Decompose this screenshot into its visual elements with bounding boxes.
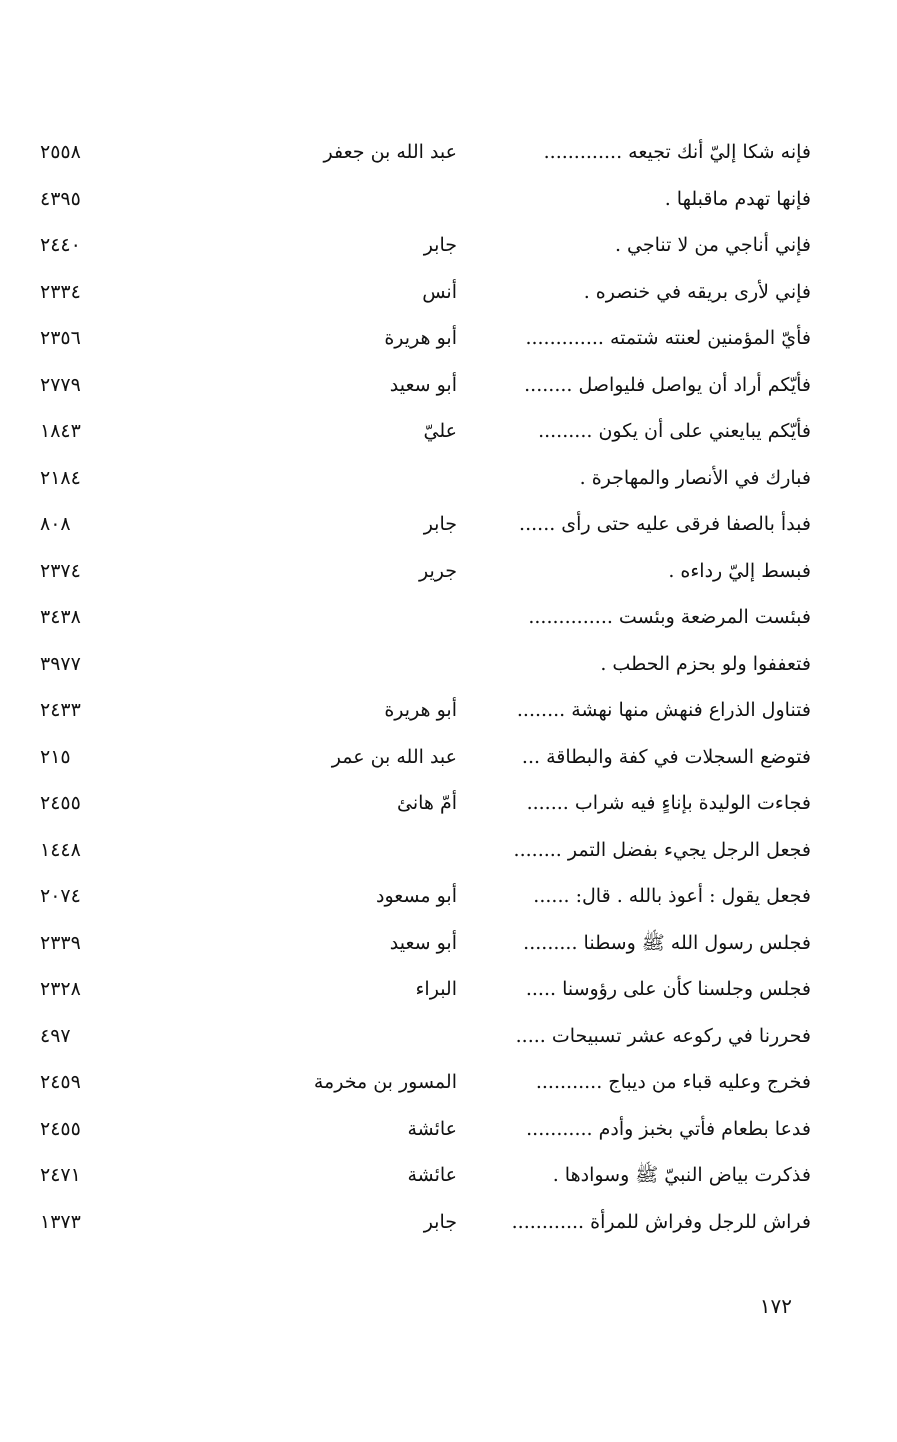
hadith-text: فأيّكم أراد أن يواصل فليواصل ........ [524, 373, 811, 396]
narrator-name: أبو مسعود [376, 885, 457, 907]
page-number: ١٧٢ [759, 1294, 792, 1318]
hadith-number: ٢٣٥٦ [40, 327, 81, 349]
hadith-text: فجعل يقول : أعوذ بالله . قال: ...... [533, 885, 811, 907]
hadith-number: ١٨٤٣ [40, 420, 81, 442]
narrator-name: عليّ [423, 420, 457, 442]
index-row [0, 688, 897, 735]
hadith-number: ٢٣٣٤ [40, 280, 81, 303]
index-row [0, 177, 897, 224]
hadith-index-list [0, 130, 897, 1246]
narrator-name: البراء [415, 978, 457, 1000]
hadith-number: ٢١٥ [40, 745, 71, 768]
hadith-text: فبارك في الأنصار والمهاجرة . [579, 466, 811, 489]
hadith-text: فأيّ المؤمنين لعنته شتمته ............. [525, 327, 811, 349]
hadith-number: ٢٤٥٩ [40, 1071, 81, 1093]
hadith-text: فبئست المرضعة وبئست .............. [528, 606, 811, 628]
index-row [0, 828, 897, 875]
hadith-text: فتناول الذراع فنهش منها نهشة ........ [516, 699, 811, 721]
hadith-text: فجلس وجلسنا كأن على رؤوسنا ..... [525, 978, 811, 1000]
index-row [0, 921, 897, 968]
hadith-number: ٢٤٥٥ [40, 1117, 81, 1140]
index-row [0, 967, 897, 1014]
hadith-text: فجعل الرجل يجيء بفضل التمر ........ [513, 838, 811, 861]
narrator-name: جابر [423, 234, 457, 256]
hadith-text: فإني لأرى بريقه في خنصره . [583, 280, 811, 303]
narrator-name: جرير [419, 559, 457, 582]
hadith-text: فخرج وعليه قباء من ديباج ........... [535, 1071, 811, 1093]
hadith-text: فإنه شكا إليّ أنك تجيعه ............. [543, 141, 811, 163]
narrator-name: المسور بن مخرمة [313, 1071, 457, 1093]
hadith-number: ٢٤٤٠ [40, 234, 81, 256]
hadith-text: فبسط إليّ رداءه . [668, 559, 811, 582]
hadith-text: فدعا بطعام فأتي بخبز وأدم ........... [526, 1117, 811, 1140]
hadith-number: ٢٤٧١ [40, 1164, 81, 1186]
index-row [0, 1200, 897, 1247]
index-row [0, 595, 897, 642]
hadith-number: ٢١٨٤ [40, 466, 81, 489]
hadith-number: ٢٥٥٨ [40, 141, 81, 163]
hadith-text: فجاءت الوليدة بإناءٍ فيه شراب ....... [526, 792, 811, 814]
hadith-number: ٢٣٣٩ [40, 931, 81, 954]
hadith-number: ١٤٤٨ [40, 838, 81, 861]
hadith-number: ٢٣٧٤ [40, 559, 81, 582]
narrator-name: عائشة [407, 1164, 457, 1186]
hadith-text: فإنها تهدم ماقبلها . [664, 187, 811, 210]
index-row [0, 502, 897, 549]
index-row [0, 874, 897, 921]
index-row [0, 642, 897, 689]
narrator-name: أنس [422, 280, 457, 303]
index-row [0, 223, 897, 270]
narrator-name: أمّ هانئ [396, 792, 457, 814]
hadith-text: فراش للرجل وفراش للمرأة ............ [511, 1210, 811, 1233]
hadith-text: فتعففوا ولو بحزم الحطب . [600, 652, 811, 675]
hadith-number: ٨٠٨ [40, 513, 71, 535]
narrator-name: عبد الله بن جعفر [323, 141, 457, 163]
index-row [0, 130, 897, 177]
index-row [0, 316, 897, 363]
hadith-text: فحررنا في ركوعه عشر تسبيحات ..... [515, 1024, 811, 1047]
index-row [0, 409, 897, 456]
index-row [0, 735, 897, 782]
hadith-text: فإني أناجي من لا تناجي . [614, 234, 811, 256]
hadith-text: فجلس رسول الله ﷺ وسطنا ......... [523, 931, 811, 954]
index-row [0, 1153, 897, 1200]
index-row [0, 270, 897, 317]
narrator-name: جابر [423, 1210, 457, 1233]
narrator-name: عائشة [407, 1117, 457, 1140]
index-row [0, 549, 897, 596]
hadith-text: فذكرت بياض النبيّ ﷺ وسوادها . [552, 1164, 811, 1186]
index-row [0, 1014, 897, 1061]
index-row [0, 1060, 897, 1107]
index-row [0, 781, 897, 828]
hadith-number: ٢٤٥٥ [40, 792, 81, 814]
hadith-text: فتوضع السجلات في كفة والبطاقة ... [521, 745, 811, 768]
narrator-name: عبد الله بن عمر [331, 745, 457, 768]
narrator-name: أبو هريرة [384, 327, 457, 349]
hadith-number: ٢٧٧٩ [40, 373, 81, 396]
hadith-number: ٢٤٣٣ [40, 699, 81, 721]
index-row [0, 1107, 897, 1154]
hadith-number: ٤٣٩٥ [40, 187, 81, 210]
index-row [0, 363, 897, 410]
index-row [0, 456, 897, 503]
narrator-name: أبو سعيد [389, 373, 457, 396]
hadith-number: ٤٩٧ [40, 1024, 71, 1047]
hadith-number: ٣٩٧٧ [40, 652, 81, 675]
hadith-number: ٢٠٧٤ [40, 885, 81, 907]
narrator-name: جابر [423, 513, 457, 535]
hadith-number: ٣٤٣٨ [40, 606, 81, 628]
hadith-number: ٢٣٢٨ [40, 978, 81, 1000]
hadith-number: ١٣٧٣ [40, 1210, 81, 1233]
hadith-text: فبدأ بالصفا فرقى عليه حتى رأى ...... [519, 513, 811, 535]
narrator-name: أبو سعيد [389, 931, 457, 954]
narrator-name: أبو هريرة [384, 699, 457, 721]
hadith-text: فأيّكم يبايعني على أن يكون ......... [538, 420, 811, 442]
